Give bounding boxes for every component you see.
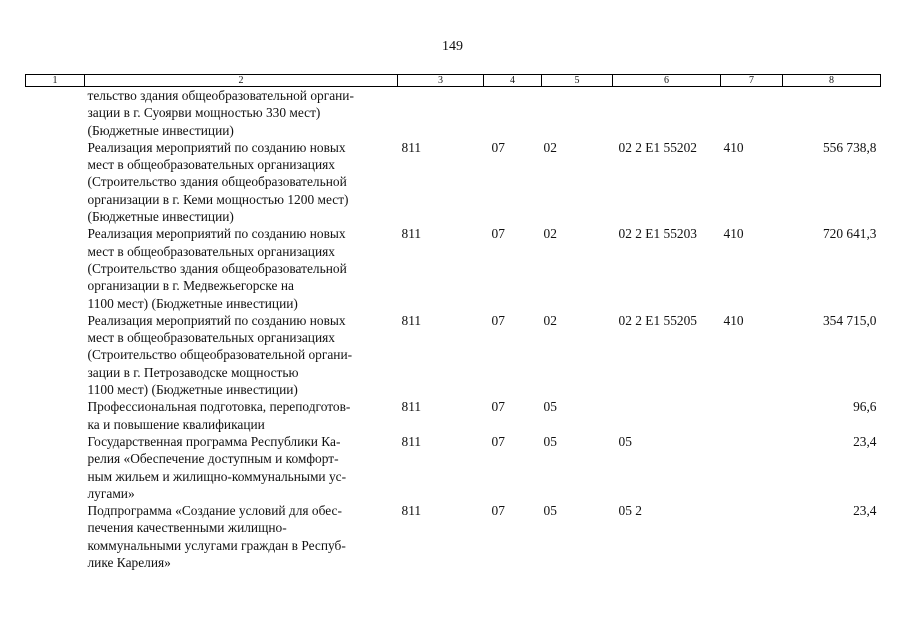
row-target-article: 05 2 [618,503,642,519]
budget-table [25,74,881,571]
row-amount: 23,4 [853,503,877,519]
table-row [26,139,881,225]
row-target-article: 02 2 E1 55205 [618,312,697,328]
row-amount: 720 641,3 [822,226,877,242]
row-target-article [613,87,721,139]
table-row [26,225,881,311]
header-row [26,75,881,87]
row-name: тельство здания общеобразовательной органи- зации в г. Суоярви мощностью 330 мест) (Бюджетные инвестиции) [87,88,354,138]
row-section: 07 [491,433,505,449]
row-amount [783,87,881,139]
header-col-1: 1 [26,75,85,87]
row-name: Реализация мероприятий по созданию новых мест в общеобразовательных организациях (Строительство здания общеобразовательной организации в г. Кеми мощностью 1200 мест) (Бюджетные инвестиции) [87,139,349,225]
row-amount: 96,6 [853,399,877,415]
header-col-4: 4 [484,75,542,87]
header-col-5: 5 [542,75,613,87]
row-section [484,87,542,139]
row-amount: 354 715,0 [822,312,877,328]
row-section: 07 [491,139,505,155]
row-subsection [542,87,613,139]
row-section: 07 [491,503,505,519]
row-expense-type [721,433,783,502]
header-col-6: 6 [613,75,721,87]
row-subsection: 05 [543,399,557,415]
header-col-8: 8 [783,75,881,87]
row-subsection: 02 [543,139,557,155]
row-expense-type: 410 [723,139,744,155]
row-section: 07 [491,312,505,328]
row-subsection: 05 [543,433,557,449]
row-amount: 556 738,8 [822,139,877,155]
row-expense-type [721,398,783,433]
row-amount: 23,4 [853,433,877,449]
row-grbs: 811 [401,139,422,155]
row-grbs: 811 [401,312,422,328]
row-grbs [398,87,484,139]
header-col-7: 7 [721,75,783,87]
row-target-article: 05 [618,433,632,449]
row-section: 07 [491,226,505,242]
header-col-3: 3 [398,75,484,87]
table-row [26,433,881,502]
row-expense-type [721,502,783,571]
row-grbs: 811 [401,226,422,242]
row-name: Реализация мероприятий по созданию новых мест в общеобразовательных организациях (Строительство здания общеобразовательной организации в г. Медвежьегорске на 1100 мест) (Бюджетные инвестиции) [87,226,347,311]
row-name: Реализация мероприятий по созданию новых мест в общеобразовательных организациях (Строительство общеобразовательной органи- зации в г. Петрозаводске мощностью 1100 мест) (Бюджетные инвестиции) [87,312,353,398]
table-row [26,87,881,139]
table-header [26,75,881,87]
row-target-article: 02 2 E1 55202 [618,139,697,155]
row-name: Подпрограмма «Создание условий для обес- печения качественными жилищно- коммунальными услугами граждан в Респуб- лике Карелия» [87,503,346,571]
row-section: 07 [491,399,505,415]
row-expense-type [721,87,783,139]
page-number: 149 [442,39,463,54]
row-expense-type: 410 [723,226,744,242]
row-target-article [613,398,721,433]
row-expense-type: 410 [723,312,744,328]
table-row [26,398,881,433]
row-grbs: 811 [401,433,422,449]
row-subsection: 02 [543,226,557,242]
row-subsection: 02 [543,312,557,328]
row-name: Государственная программа Республики Ка- релия «Обеспечение доступным и комфорт- ным жильем и жилищно-коммунальными ус- лугами» [87,433,347,501]
row-subsection: 05 [543,503,557,519]
row-target-article: 02 2 E1 55203 [618,226,697,242]
table-row [26,312,881,398]
row-name: Профессиональная подготовка, переподготов- ка и повышение квалификации [87,399,351,432]
table-row [26,502,881,571]
table-body [26,87,881,572]
row-grbs: 811 [401,399,422,415]
row-grbs: 811 [401,503,422,519]
header-col-2: 2 [85,75,398,87]
